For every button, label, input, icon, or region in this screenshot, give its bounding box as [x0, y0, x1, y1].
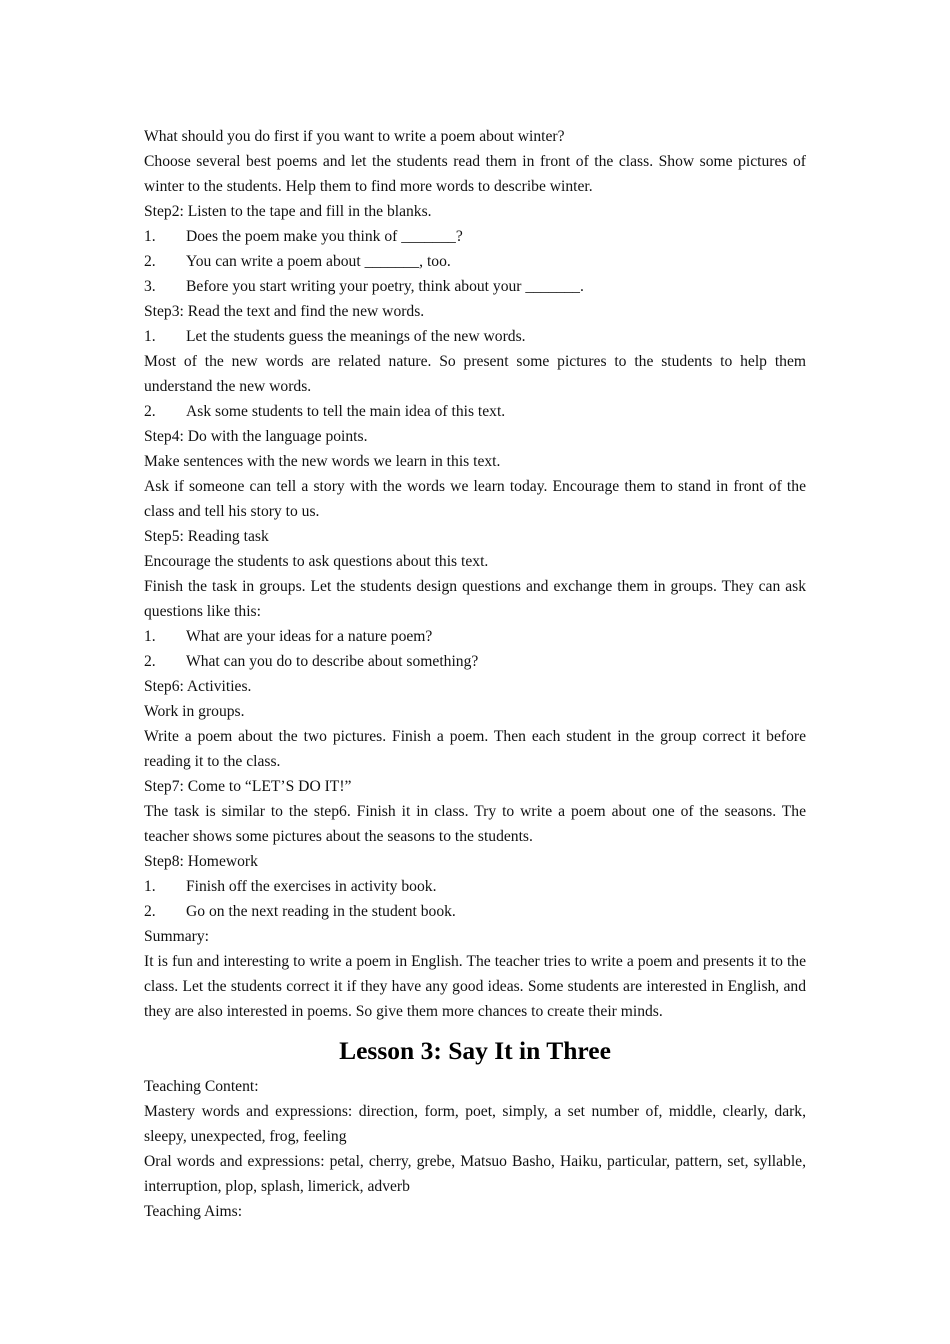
- step7-heading: Step7: Come to “LET’S DO IT!”: [144, 778, 352, 795]
- step4-paragraph-1: Make sentences with the new words we learn in this text.: [144, 453, 501, 470]
- step3-heading: Step3: Read the text and find the new words.: [144, 303, 425, 320]
- list-number: 1.: [144, 628, 156, 645]
- list-text: Go on the next reading in the student book.: [186, 903, 456, 920]
- list-number: 2.: [144, 253, 156, 270]
- list-item: [144, 224, 806, 249]
- step3-paragraph: Most of the new words are related nature. So present some pictures to the students to help them understand the new words.: [144, 353, 806, 395]
- oral-words-paragraph: Oral words and expressions: petal, cherry, grebe, Matsuo Basho, Haiku, particular, pattern, set, syllable, interruption, plop, splash, limerick, adverb: [144, 1153, 806, 1195]
- question-paragraph: What should you do first if you want to write a poem about winter?: [144, 128, 565, 145]
- step5-paragraph-2: Finish the task in groups. Let the students design questions and exchange them in groups. They can ask questions like this:: [144, 578, 806, 620]
- list-text: You can write a poem about _______, too.: [186, 253, 451, 270]
- list-number: 3.: [144, 278, 156, 295]
- teaching-content-label: Teaching Content:: [144, 1078, 259, 1095]
- list-item: [144, 249, 806, 274]
- list-number: 2.: [144, 903, 156, 920]
- list-text: Finish off the exercises in activity book.: [186, 878, 437, 895]
- list-text: Let the students guess the meanings of the new words.: [186, 328, 526, 345]
- step6-paragraph-1: Work in groups.: [144, 703, 245, 720]
- list-number: 2.: [144, 653, 156, 670]
- teaching-aims-label: Teaching Aims:: [144, 1203, 243, 1220]
- list-item: [144, 874, 806, 899]
- list-number: 1.: [144, 228, 156, 245]
- step5-heading: Step5: Reading task: [144, 528, 269, 545]
- step5-paragraph-1: Encourage the students to ask questions about this text.: [144, 553, 489, 570]
- step6-heading: Step6: Activities.: [144, 678, 252, 695]
- list-number: 2.: [144, 403, 156, 420]
- step7-paragraph: The task is similar to the step6. Finish it in class. Try to write a poem about one of the seasons. The teacher shows some pictures about the seasons to the students.: [144, 803, 806, 845]
- step8-heading: Step8: Homework: [144, 853, 258, 870]
- list-item: [144, 899, 806, 924]
- list-item: [144, 274, 806, 299]
- step4-heading: Step4: Do with the language points.: [144, 428, 368, 445]
- list-text: Ask some students to tell the main idea of this text.: [186, 403, 506, 420]
- summary-paragraph: It is fun and interesting to write a poem in English. The teacher tries to write a poem and presents it to the class. Let the students correct it if they have any good ideas. Some students are interested in English, and they are also interested in poems. So give them more chances to create their minds.: [144, 953, 806, 1020]
- document-page: [144, 124, 806, 1224]
- lesson-title: Lesson 3: Say It in Three: [339, 1036, 611, 1065]
- list-text: Before you start writing your poetry, think about your _______.: [186, 278, 584, 295]
- list-item: [144, 649, 806, 674]
- list-item: [144, 324, 806, 349]
- list-number: 1.: [144, 878, 156, 895]
- list-item: [144, 399, 806, 424]
- choose-poems-paragraph: Choose several best poems and let the students read them in front of the class. Show some pictures of winter to the students. Help them to find more words to describe winter.: [144, 153, 806, 195]
- list-item: [144, 624, 806, 649]
- list-text: What are your ideas for a nature poem?: [186, 628, 433, 645]
- summary-label: Summary:: [144, 928, 209, 945]
- list-text: Does the poem make you think of _______?: [186, 228, 463, 245]
- step4-paragraph-2: Ask if someone can tell a story with the words we learn today. Encourage them to stand in front of the class and tell his story to us.: [144, 478, 806, 520]
- list-text: What can you do to describe about something?: [186, 653, 479, 670]
- mastery-words-paragraph: Mastery words and expressions: direction, form, poet, simply, a set number of, middle, clearly, dark, sleepy, unexpected, frog, feeling: [144, 1103, 806, 1145]
- step6-paragraph-2: Write a poem about the two pictures. Finish a poem. Then each student in the group correct it before reading it to the class.: [144, 728, 806, 770]
- list-number: 1.: [144, 328, 156, 345]
- step2-heading: Step2: Listen to the tape and fill in the blanks.: [144, 203, 432, 220]
